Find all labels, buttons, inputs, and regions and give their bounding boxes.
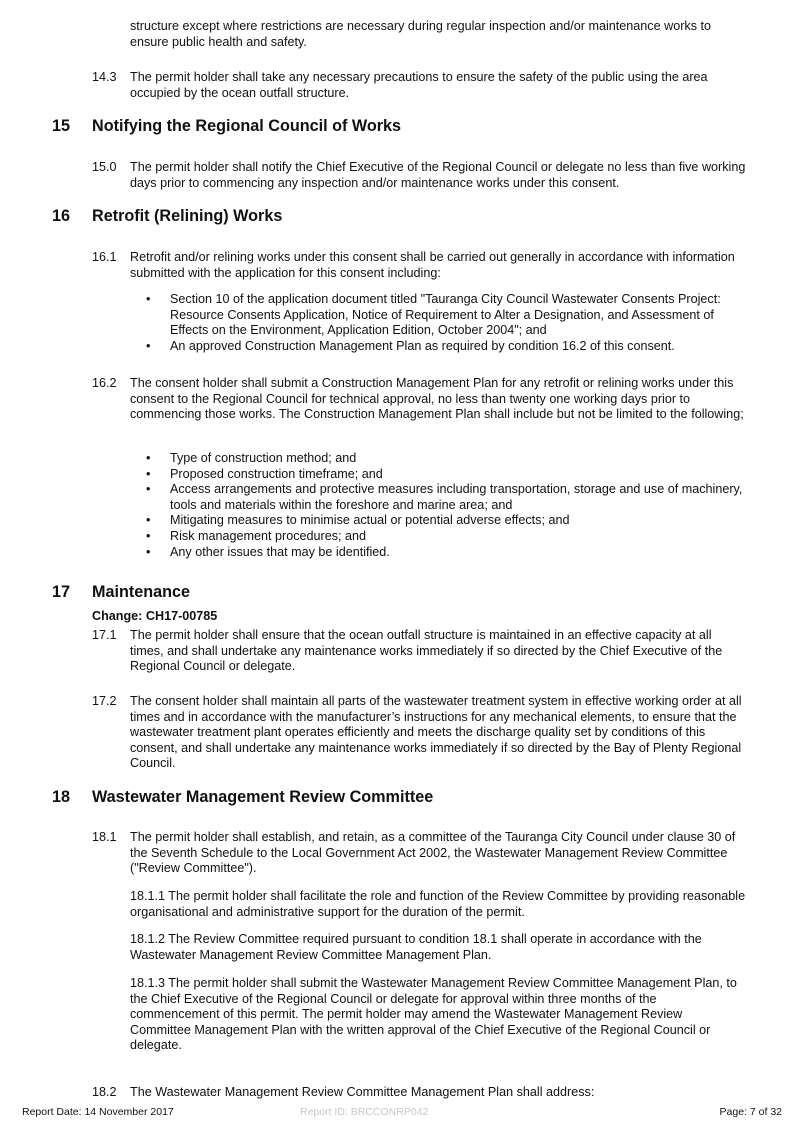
section-heading: Maintenance [92, 583, 191, 601]
list-item [130, 451, 746, 467]
list-item [130, 482, 746, 513]
section-heading: Notifying the Regional Council of Works [92, 117, 402, 135]
list-item [130, 529, 746, 545]
bullet-icon: • [146, 451, 151, 465]
clause-number: 18.2 [92, 1085, 117, 1099]
sub-clause: 18.1.2 The Review Committee required pursuant to condition 18.1 shall operate in accordance with the Wastewater Management Review Committee Management Plan. [130, 932, 702, 962]
sub-clause: 18.1.1 The permit holder shall facilitate the role and function of the Review Committee by providing reasonable organisational and administrative support for the duration of the permit. [130, 889, 746, 919]
bullet-icon: • [146, 466, 151, 481]
sub-clause: 18.1.3 The permit holder shall submit the Wastewater Management Review Committee Management Plan, to the Chief Executive of the Regional Council or delegate for approval within three months of the commencement of this permit. The permit holder may amend the Wastewater Management Review Committee Management Plan with the written approval of the Chief Executive of the Regional Council or delegate. [130, 976, 737, 1053]
clause-number: 17.1 [92, 628, 117, 642]
list-item [130, 467, 746, 483]
list-item [130, 513, 746, 529]
clause-text: The Wastewater Management Review Committee Management Plan shall address: [130, 1085, 595, 1099]
list-item-text: Section 10 of the application document titled "Tauranga City Council Wastewater Consents Project: Resource Consents Application, Notice of Requirement to Alter a Designation, and Assessment of Effects on the Environment, Application Edition, October 2004"; and [170, 292, 721, 338]
section-heading: Retrofit (Relining) Works [92, 207, 283, 225]
clause-number: 17.2 [92, 694, 117, 708]
footer-page-number: Page: 7 of 32 [719, 1106, 782, 1118]
bullet-icon: • [146, 482, 151, 497]
list-item [130, 545, 746, 561]
list-item [130, 292, 746, 339]
clause-text: Retrofit and/or relining works under this consent shall be carried out generally in accordance with information submitted with the application for this consent including: [130, 250, 735, 280]
clause-text: The permit holder shall take any necessary precautions to ensure the safety of the public using the area occupied by the ocean outfall structure. [130, 70, 708, 100]
list-item-text: Mitigating measures to minimise actual or potential adverse effects; and [170, 513, 570, 528]
list-item-text: An approved Construction Management Plan as required by condition 16.2 of this consent. [170, 338, 675, 353]
footer-report-date: Report Date: 14 November 2017 [22, 1106, 174, 1118]
list-item-text: Any other issues that may be identified. [170, 544, 390, 559]
bullet-icon: • [146, 528, 151, 543]
list-item-text: Access arrangements and protective measures including transportation, storage and use of machinery, tools and materials within the foreshore and marine area; and [170, 482, 743, 512]
section-number: 17 [52, 583, 71, 601]
list-item-text: Proposed construction timeframe; and [170, 466, 383, 481]
section-number: 15 [52, 117, 71, 135]
footer-report-id: Report ID: BRCCONRP042 [300, 1106, 429, 1118]
paragraph-continuation: structure except where restrictions are necessary during regular inspection and/or maintenance works to ensure public health and safety. [130, 19, 711, 49]
bullet-icon: • [146, 544, 151, 559]
section-number: 16 [52, 207, 71, 225]
section-heading: Wastewater Management Review Committee [92, 788, 434, 806]
bullet-icon: • [146, 338, 151, 353]
clause-number: 18.1 [92, 830, 117, 844]
bullet-icon: • [146, 513, 151, 528]
clause-text: The consent holder shall submit a Construction Management Plan for any retrofit or relining works under this consent to the Regional Council for technical approval, no less than twenty one working days prior to commencing those works. The Construction Management Plan shall include but not be limited to the following; [130, 376, 744, 422]
bullet-list [130, 292, 746, 354]
change-reference: Change: CH17-00785 [92, 609, 218, 623]
clause-number: 16.2 [92, 376, 117, 390]
clause-text: The permit holder shall ensure that the ocean outfall structure is maintained in an effective capacity at all times, and shall undertake any maintenance works immediately if so directed by the Chief Executive of the Regional Council or delegate. [130, 628, 723, 674]
clause-text: The permit holder shall establish, and retain, as a committee of the Tauranga City Council under clause 30 of the Seventh Schedule to the Local Government Act 2002, the Wastewater Management Review Committee ("Review Committee"). [130, 830, 736, 876]
list-item-text: Type of construction method; and [170, 451, 357, 465]
list-item [130, 339, 746, 355]
clause-number: 16.1 [92, 250, 117, 264]
list-item-text: Risk management procedures; and [170, 528, 367, 543]
section-number: 18 [52, 788, 71, 806]
bullet-icon: • [146, 292, 151, 306]
clause-number: 15.0 [92, 160, 117, 174]
clause-number: 14.3 [92, 70, 117, 84]
bullet-list [130, 451, 746, 560]
clause-text: The permit holder shall notify the Chief Executive of the Regional Council or delegate no less than five working days prior to commencing any inspection and/or maintenance works under this consent. [130, 160, 746, 190]
clause-text: The consent holder shall maintain all parts of the wastewater treatment system in effective working order at all times and in accordance with the manufacturer’s instructions for any mechanical elements, to ensure that the wastewater treatment plant operates efficiently and meets the discharge quality set by conditions of this consent, and shall undertake any maintenance works immediately if so directed by the Bay of Plenty Regional Council. [130, 694, 742, 771]
